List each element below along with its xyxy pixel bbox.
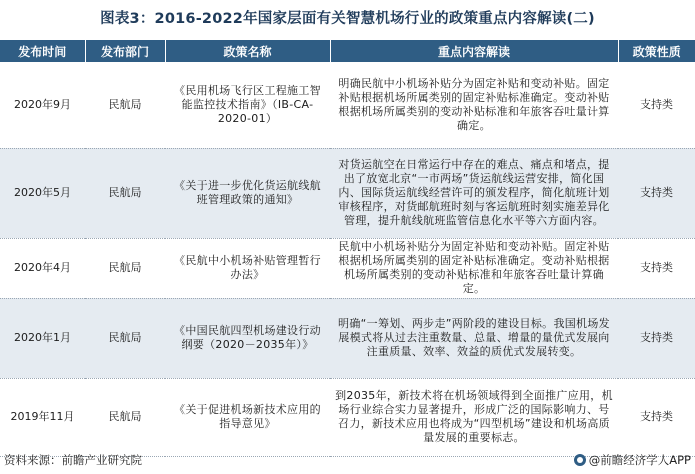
cell-content: 对货运航空在日常运行中存在的难点、痛点和堵点，提出了放宽北京“一市两场”货运航线运营安排，简化国内、国际货运航线经营许可的颁发程序，简化航班计划审核程序，对货邮航班时刻与客运航班时刻实施差异化管理，提升航线航班监管信息化水平等六方面内容。 bbox=[330, 148, 618, 238]
cell-type: 支持类 bbox=[618, 148, 695, 238]
cell-dept: 民航局 bbox=[85, 148, 165, 238]
source-note: 资料来源：前瞻产业研究院 bbox=[4, 453, 142, 467]
cell-dept: 民航局 bbox=[85, 62, 165, 148]
cell-type: 支持类 bbox=[618, 238, 695, 298]
cell-date: 2020年4月 bbox=[0, 238, 85, 298]
cell-type: 支持类 bbox=[618, 62, 695, 148]
qianzhan-logo-icon bbox=[574, 454, 586, 466]
cell-type: 支持类 bbox=[618, 378, 695, 456]
cell-content: 明确“一筹划、两步走”两阶段的建设目标。我国机场发展模式将从过去注重数量、总量、增量的量优式发展向注重质量、效率、效益的质优式发展转变。 bbox=[330, 298, 618, 378]
cell-content: 民航中小机场补贴分为固定补贴和变动补贴。固定补贴根据机场所属类别的固定补贴标准确定。变动补贴根据机场所属类别的变动补贴标准和年旅客吞吐量计算确定。 bbox=[330, 238, 618, 298]
table-row bbox=[0, 148, 695, 238]
cell-content: 明确民航中小机场补贴分为固定补贴和变动补贴。固定补贴根据机场所属类别的固定补贴标准确定。变动补贴根据机场所属类别的变动补贴标准和年旅客吞吐量计算确定。 bbox=[330, 62, 618, 148]
cell-policy-name: 《中国民航四型机场建设行动纲要（2020－2035年）》 bbox=[165, 298, 330, 378]
brand-text: @前瞻经济学人APP bbox=[588, 453, 691, 467]
chart-title: 图表3：2016-2022年国家层面有关智慧机场行业的政策重点内容解读(二) bbox=[100, 11, 595, 27]
cell-policy-name: 《民航中小机场补贴管理暂行办法》 bbox=[165, 238, 330, 298]
header-dept: 发布部门 bbox=[85, 40, 165, 62]
cell-content: 到2035年，新技术将在机场领域得到全面推广应用，机场行业综合实力显著提升，形成广泛的国际影响力、号召力，新技术应用也将成为“四型机场”建设和机场高质量发展的重要标志。 bbox=[330, 378, 618, 456]
cell-type: 支持类 bbox=[618, 298, 695, 378]
header-type: 政策性质 bbox=[618, 40, 695, 62]
brand-credit bbox=[574, 450, 691, 470]
table-row bbox=[0, 238, 695, 298]
table-row bbox=[0, 378, 695, 456]
cell-date: 2019年11月 bbox=[0, 378, 85, 456]
cell-policy-name: 《关于进一步优化货运航线航班管理政策的通知》 bbox=[165, 148, 330, 238]
cell-policy-name: 《关于促进机场新技术应用的指导意见》 bbox=[165, 378, 330, 456]
header-date: 发布时间 bbox=[0, 40, 85, 62]
cell-date: 2020年1月 bbox=[0, 298, 85, 378]
header-name: 政策名称 bbox=[165, 40, 330, 62]
policy-table bbox=[0, 40, 695, 457]
footer bbox=[0, 450, 695, 470]
cell-dept: 民航局 bbox=[85, 238, 165, 298]
table-row bbox=[0, 298, 695, 378]
cell-policy-name: 《民用机场飞行区工程施工智能监控技术指南》（IB-CA-2020-01） bbox=[165, 62, 330, 148]
table-header-row bbox=[0, 40, 695, 62]
cell-date: 2020年9月 bbox=[0, 62, 85, 148]
cell-dept: 民航局 bbox=[85, 298, 165, 378]
cell-dept: 民航局 bbox=[85, 378, 165, 456]
table-row bbox=[0, 62, 695, 148]
cell-date: 2020年5月 bbox=[0, 148, 85, 238]
header-content: 重点内容解读 bbox=[330, 40, 618, 62]
